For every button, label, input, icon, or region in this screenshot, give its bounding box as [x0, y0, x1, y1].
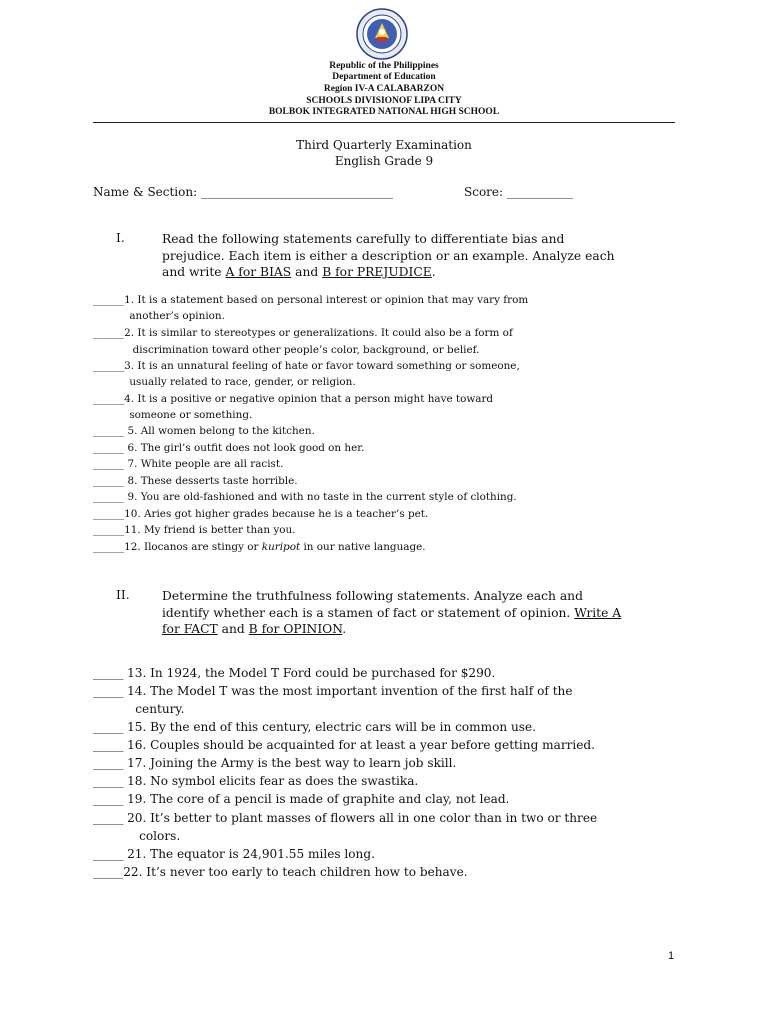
list-item: _____ 15. By the end of this century, electric cars will be in common use.: [93, 720, 536, 734]
part1-line1: Read the following statements carefully to differentiate bias and: [162, 232, 565, 246]
list-item: _____ 14. The Model T was the most important invention of the first half of the: [93, 684, 573, 698]
list-item: _____ 17. Joining the Army is the best way to learn job skill.: [93, 756, 457, 770]
part1-line2: prejudice. Each item is either a description or an example. Analyze each: [162, 248, 615, 263]
item12-text: ______12. Ilocanos are stingy or: [93, 541, 262, 553]
deped-seal-icon: [356, 8, 408, 60]
list-item: ______4. It is a positive or negative opinion that a person might have toward: [93, 393, 494, 405]
score-field: Score: ___________: [464, 185, 573, 199]
header-division: SCHOOLS DIVISIONOF LIPA CITY: [306, 96, 462, 106]
list-item: _____22. It’s never too early to teach children how to behave.: [93, 865, 468, 879]
part2-fact-key: for FACT: [162, 622, 218, 636]
list-item: ______10. Aries got higher grades because he is a teacher’s pet.: [93, 508, 429, 520]
list-item: ______11. My friend is better than you.: [93, 524, 296, 536]
list-item: another’s opinion.: [93, 310, 225, 322]
item12-italic-word: kuripot: [261, 541, 301, 553]
page-number: 1: [668, 950, 675, 962]
list-item: _____ 16. Couples should be acquainted for at least a year before getting married.: [93, 738, 596, 752]
part2-line2: [162, 605, 682, 622]
list-item: ______ 5. All women belong to the kitchen.: [93, 425, 315, 437]
part2-opinion-key: B for OPINION: [248, 622, 343, 636]
list-item: _____ 13. In 1924, the Model T Ford could be purchased for $290.: [93, 666, 496, 680]
list-item: colors.: [93, 829, 181, 843]
list-item: someone or something.: [93, 409, 253, 421]
list-item: _____ 21. The equator is 24,901.55 miles long.: [93, 847, 375, 861]
part2-write-a: Write A: [574, 605, 622, 620]
list-item: discrimination toward other people’s color, background, or belief.: [93, 344, 480, 356]
exam-subtitle: English Grade 9: [334, 154, 434, 168]
list-item: [93, 541, 426, 553]
exam-title: Third Quarterly Examination: [296, 138, 472, 152]
list-item: ______1. It is a statement based on personal interest or opinion that may vary from: [93, 294, 529, 306]
header-rule: [93, 122, 675, 123]
list-item: ______ 9. You are old-fashioned and with no taste in the current style of clothing.: [93, 491, 517, 503]
list-item: ______2. It is similar to stereotypes or generalizations. It could also be a form of: [93, 327, 513, 339]
part2-line3-mid: and: [217, 622, 249, 636]
list-item: century.: [93, 702, 185, 716]
part2-instructions: [162, 588, 682, 638]
part1-line3-mid: and: [291, 265, 323, 279]
name-section-field: Name & Section: ________________________________: [93, 185, 393, 199]
part1-line3-post: .: [431, 265, 436, 279]
header-department: Department of Education: [332, 72, 436, 82]
list-item: ______ 7. White people are all racist.: [93, 458, 284, 470]
part2-line3: [162, 621, 682, 638]
part1-numeral: I.: [116, 231, 125, 245]
part2-line2-pre: identify whether each is a stamen of fact or statement of opinion.: [162, 605, 575, 620]
list-item: _____ 20. It’s better to plant masses of flowers all in one color than in two or three: [93, 811, 598, 825]
header-region: Region IV-A CALABARZON: [323, 84, 445, 94]
part1-bias-key: A for BIAS: [225, 265, 292, 279]
list-item: _____ 19. The core of a pencil is made of graphite and clay, not lead.: [93, 792, 510, 806]
list-item: usually related to race, gender, or religion.: [93, 376, 356, 388]
part2-line1: Determine the truthfulness following statements. Analyze each and: [162, 589, 583, 603]
part2-line3-post: .: [342, 622, 347, 636]
list-item: ______ 8. These desserts taste horrible.: [93, 475, 298, 487]
list-item: ______ 6. The girl’s outfit does not look good on her.: [93, 442, 365, 454]
header-school: BOLBOK INTEGRATED NATIONAL HIGH SCHOOL: [268, 107, 500, 117]
part1-line3: [162, 264, 682, 281]
part1-line3-pre: and write: [162, 265, 226, 279]
list-item: _____ 18. No symbol elicits fear as does the swastika.: [93, 774, 419, 788]
part1-instructions: [162, 231, 682, 281]
list-item: ______3. It is an unnatural feeling of hate or favor toward something or someone,: [93, 360, 520, 372]
part1-prejudice-key: B for PREJUDICE: [322, 265, 432, 279]
header-republic: Republic of the Philippines: [329, 61, 439, 71]
part2-numeral: II.: [116, 588, 130, 602]
item12-tail: in our native language.: [300, 541, 426, 553]
